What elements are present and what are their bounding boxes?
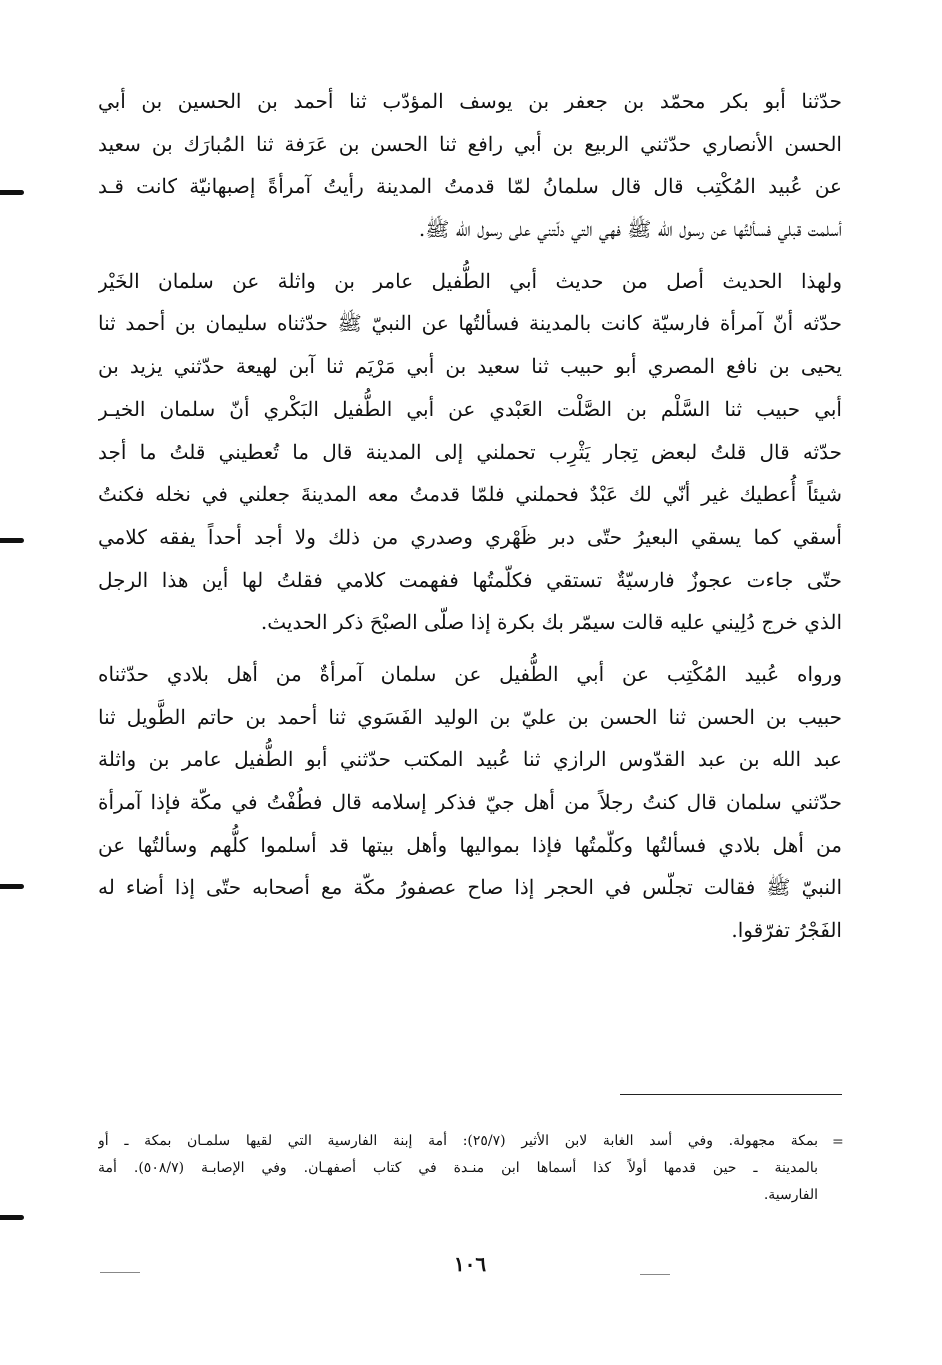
text-line: حبيب بن الحسن ثنا الحسن بن عليّ بن الوليد الفَسَوي ثنا أحمد بن حاتم الطَّويل ثنا [98, 704, 842, 729]
paragraph [98, 80, 842, 251]
main-text [98, 80, 842, 952]
margin-mark [0, 884, 24, 889]
text-line: شيئاً أُعطيك غير أنّي لك عَبْدٌ فحملني فلمّا قدمتُ معه المدينةَ جعلني في نخله فكنتُ [98, 482, 842, 507]
text-line: أسلمت قبلي فسألتُها عن رسول الله ﷺ فهي التي دلّتني على رسول الله ﷺ. [418, 217, 842, 242]
paragraph [98, 653, 842, 952]
text-line: حدّثه أنّ آمرأة فارسيّة كانت بالمدينة فسألتُها عن النبيّ ﷺ حدّثناه سليمان بن أحمد ثنا [98, 311, 842, 336]
footnote-separator [620, 1094, 842, 1095]
scan-speck [640, 1274, 670, 1275]
text-line: أسقي كما يسقي البعيرُ حتّى دبر ظَهْري وصدري من ذلك ولا أجد أحداً يفقه كلامي [98, 524, 842, 549]
text-line: الذي خرج دُلِيني عليه قالت سيمّر بك بكرة إذا صلّى الصبْحَ ذكر الحديث. [260, 610, 842, 635]
margin-mark [0, 190, 24, 195]
text-line: يحيى بن نافع المصري أبو حبيب ثنا سعيد بن أبي مَرْيَم ثنا آبن لهيعة حدّثني يزيد بن [98, 354, 842, 379]
margin-mark [0, 1215, 24, 1220]
text-line: عن عُبيد المُكْتِب قال قال سلمانُ لمّا قدمتُ المدينة رأيتُ آمرأةً إصبهانيّة كانت قـد [98, 174, 842, 199]
footnote-line: الفارسية. [763, 1187, 818, 1203]
text-line: حدّثه قال قلتُ لبعض تِجار يَثْرِب تحملني إلى المدينة قال ما تُعطيني قلتُ ما أجد [98, 439, 842, 464]
text-line: حدّثنا أبو بكر محمّد بن جعفر بن يوسف المؤدّب ثنا أحمد بن الحسين بن أبي [98, 89, 842, 113]
footnote-line: بمكة مجهولة. وفي أسد الغابة لابن الأثير (٢٥/٧): أمة إبنة الفارسية التي لقيها سلمـان بمكة ـ أو [98, 1133, 818, 1149]
text-line: النبيّ ﷺ فقالت تجلّس في الحجر إذا صاح عصفورُ مكّة مع أصحابه حتّى إذا أضاء له [98, 875, 842, 900]
footnote-continuation-marker: = [832, 1134, 844, 1150]
text-line: الفَجْرُ تفرّقوا. [731, 918, 842, 943]
margin-mark [0, 538, 24, 543]
footnote-line: بالمدينة ـ حين قدمها أولاً كذا أسماها ابن منـدة في كتاب أصفهـان. وفي الإصابـة (٥٠٨/٧). أمة [98, 1160, 818, 1176]
text-line: أبي حبيب ثنا السَّلْم بن الصَّلْت العَبْدي عن أبي الطُّفيل البَكْري أنّ سلمان الخيـر [98, 396, 842, 421]
text-line: ولهذا الحديث أصل من حديث أبي الطُّفيل عامر بن واثلة عن سلمان الخَيْر [98, 268, 842, 293]
text-line: عبد الله بن عبد القدّوس الرازي ثنا عُبيد المكتب حدّثني أبو الطُّفيل عامر بن واثلة [98, 747, 842, 772]
text-line: من أهل بلادي فسألتُها وكلّمتُها فإذا بمواليها وأهل بيتها قد أسلموا كلُّهم وسألتُها عن [98, 832, 842, 857]
scan-speck [100, 1272, 140, 1273]
paragraph [98, 260, 842, 644]
text-line: الحسن الأنصاري حدّثني الربيع بن أبي رافع ثنا الحسن بن عَرَفة ثنا المُبارَك بن سعيد [98, 131, 842, 156]
text-line: حتّى جاءت عجوزٌ فارسيّةٌ تستقي فكلّمتُها ففهمت كلامي فقلتُ لها أين هذا الرجل [98, 567, 842, 592]
text-line: حدّثني سلمان قال كنتُ رجلاً من أهل جيّ فذكر إسلامه قال فطُفْتُ في مكّة فإذا آمرأة [98, 790, 842, 814]
text-line: ورواه عُبيد المُكْتِب عن أبي الطُّفيل عن سلمان آمرأةٌ من أهل بلادي حدّثناه [98, 661, 842, 686]
page-number: ١٠٦ [453, 1252, 487, 1276]
footnote [98, 1128, 818, 1209]
